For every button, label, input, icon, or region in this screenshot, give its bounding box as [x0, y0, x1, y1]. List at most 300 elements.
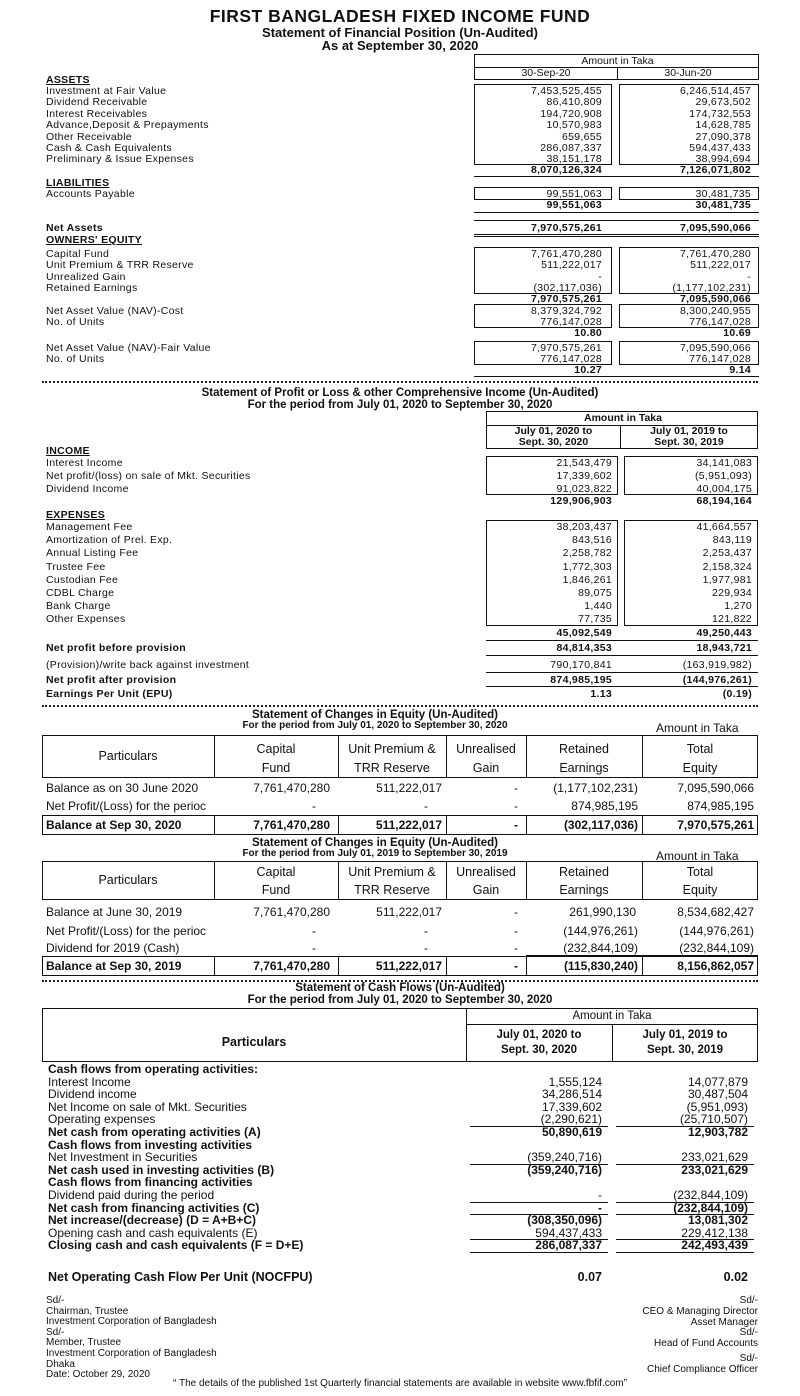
cf-row-label: Dividend paid during the period — [48, 1188, 215, 1202]
nav-cost-col2 — [619, 305, 751, 328]
expense-label: Trustee Fee — [46, 560, 106, 573]
cf-col1-line2: Sept. 30, 2020 — [500, 1044, 578, 1056]
eq1-r2-unit: - — [424, 799, 428, 813]
cf-row-value-2: (25,710,507) — [679, 1112, 748, 1127]
nocfpu-label: Net Operating Cash Flow Per Unit (NOCFPU) — [48, 1270, 313, 1284]
expense-value: 1,977,981 — [702, 573, 752, 586]
expense-label: Custodian Fee — [46, 573, 119, 586]
sig-right-line: Sd/- — [739, 1327, 758, 1339]
pl-col2-line1: July 01, 2019 to — [650, 425, 728, 437]
eq2-title: Statement of Changes in Equity (Un-Audited) — [252, 837, 498, 849]
provision-1: 790,170,841 — [550, 659, 612, 671]
expense-label: Amortization of Prel. Exp. — [46, 534, 173, 547]
equity-col2 — [619, 248, 751, 294]
npbp-2: 18,943,721 — [696, 642, 752, 654]
expense-value: 2,258,782 — [562, 547, 612, 560]
income-value: 17,339,602 — [556, 470, 612, 482]
eq2-h-unr-1: Unrealised — [456, 865, 516, 879]
eq2-h-unit-premium — [338, 863, 446, 899]
sig-right-line: Chief Compliance Officer — [647, 1363, 758, 1375]
sfp-date: As at September 30, 2020 — [321, 38, 479, 53]
asset-value: 594,437,433 — [689, 141, 751, 154]
epu-2: (0.19) — [722, 688, 752, 700]
eq2-h-capital-1: Capital — [256, 865, 296, 879]
sig-left-line: Sd/- — [46, 1326, 65, 1338]
eq2-r3-ret: (232,844,109) — [563, 941, 638, 955]
sfp-col2-header: 30-Jun-20 — [664, 67, 712, 79]
nocfpu-2: 0.02 — [723, 1270, 748, 1284]
nav-fair-label: Net Asset Value (NAV)-Fair Value — [46, 342, 211, 354]
eq2-h-tot-2: Equity — [682, 883, 718, 897]
asset-label: Dividend Receivable — [46, 96, 148, 109]
nav-cost-per-unit-1: 10.80 — [574, 327, 602, 339]
expense-value: 77,735 — [578, 613, 612, 626]
eq2-amount-label: Amount in Taka — [656, 849, 739, 863]
npbp-label: Net profit before provision — [46, 642, 186, 654]
cf-row-label: Net cash used in investing activities (B) — [48, 1162, 275, 1177]
fund-title: FIRST BANGLADESH FIXED INCOME FUND — [209, 6, 591, 26]
pl-period: For the period from July 01, 2020 to September 30, 2020 — [247, 399, 553, 411]
eq1-h-unit-1: Unit Premium & — [348, 742, 436, 756]
eq1-r1-total: 7,095,590,066 — [677, 781, 754, 795]
eq1-h-unit-2: TRR Reserve — [354, 761, 430, 775]
cf-row-value-2: 30,487,504 — [687, 1087, 748, 1102]
pl-column-header — [486, 411, 758, 449]
eq2-h-particulars: Particulars — [98, 873, 158, 887]
asset-value: 7,453,525,455 — [530, 85, 602, 97]
eq1-title: Statement of Changes in Equity (Un-Audited) — [252, 709, 498, 721]
eq1-h-tot-1: Total — [686, 742, 714, 756]
cf-row-label: Cash flows from operating activities: — [48, 1062, 259, 1076]
npap-label: Net profit after provision — [46, 674, 177, 686]
cf-row-label: Interest Income — [48, 1074, 131, 1089]
expense-label: CDBL Charge — [46, 587, 115, 600]
asset-value: 29,673,502 — [695, 96, 751, 109]
nav-fair-per-unit-2: 9.14 — [729, 364, 751, 376]
eq1-h-ret-1: Retained — [558, 742, 610, 756]
equity-total-1: 7,970,575,261 — [530, 293, 602, 305]
nav-fair-value: 776,147,028 — [689, 353, 751, 366]
eq1-r1-unit: 511,222,017 — [376, 781, 442, 795]
eq2-r1-total: 8,534,682,427 — [677, 905, 754, 919]
eq2-r2-capital: - — [312, 924, 316, 938]
footer-note: “ The details of the published 1st Quarterly financial statements are available in website www.fbfif.com” — [173, 1378, 627, 1389]
cf-row-value-2: 13,081,302 — [687, 1213, 748, 1228]
income-value: 34,141,083 — [696, 457, 752, 469]
expense-value: 121,822 — [711, 613, 752, 626]
nav-fair-value: 7,095,590,066 — [679, 342, 751, 354]
eq2-total-unit: 511,222,017 — [375, 959, 442, 973]
eq2-h-unrealised — [446, 863, 526, 899]
eq2-r2-unr: - — [514, 924, 518, 938]
equity-value: (1,177,102,231) — [672, 282, 751, 295]
assets-total-2: 7,126,071,802 — [679, 164, 751, 176]
cf-row-label: Operating expenses — [48, 1112, 156, 1127]
eq2-total-label: Balance at Sep 30, 2019 — [46, 959, 182, 973]
equity-value: - — [747, 270, 751, 283]
income-total-1: 129,906,903 — [550, 495, 612, 507]
eq1-h-capital — [214, 740, 338, 778]
nav-fair-per-unit-1: 10.27 — [574, 364, 602, 376]
income-col2 — [624, 457, 752, 496]
cf-row-label: Net Income on sale of Mkt. Securities — [48, 1099, 247, 1114]
expense-value: 41,664,557 — [696, 521, 752, 533]
equity-value: (302,117,036) — [533, 282, 602, 295]
pl-col2-line2: Sept. 30, 2019 — [654, 436, 724, 448]
expense-total-1: 45,092,549 — [556, 627, 612, 639]
eq2-h-capital-2: Fund — [261, 883, 291, 897]
asset-value: 194,720,908 — [540, 107, 602, 120]
sig-right-line: CEO & Managing Director — [642, 1305, 758, 1317]
nav-fair-col2 — [619, 342, 751, 365]
income-label: Net profit/(loss) on sale of Mkt. Securities — [46, 470, 251, 482]
eq1-r2-capital: - — [312, 799, 316, 813]
eq1-total-total: 7,970,575,261 — [677, 818, 754, 832]
eq1-r2-total: 874,985,195 — [687, 799, 754, 813]
equity-label: Capital Fund — [46, 248, 110, 260]
eq2-total-capital: 7,761,470,280 — [253, 959, 330, 973]
npbp-1: 84,814,353 — [556, 642, 612, 654]
expense-value: 2,253,437 — [702, 547, 752, 560]
cf-col1-line1: July 01, 2020 to — [496, 1029, 582, 1041]
provision-label: (Provision)/write back against investment — [46, 659, 250, 671]
sig-left-line: Sd/- — [46, 1295, 65, 1306]
expense-value: 1,270 — [724, 600, 752, 613]
expense-value: 843,516 — [571, 534, 612, 547]
cf-title: Statement of Cash Flows (Un-Audited) — [295, 982, 505, 994]
eq2-r3-label: Dividend for 2019 (Cash) — [46, 941, 180, 955]
sig-left-line: Date: October 29, 2020 — [46, 1369, 150, 1381]
cf-col2-header — [612, 1028, 758, 1058]
eq2-h-tot-1: Total — [686, 865, 714, 879]
cf-col1-header — [466, 1028, 612, 1058]
nav-fair-value: 776,147,028 — [540, 353, 602, 366]
eq2-total-ret: (115,830,240) — [563, 959, 638, 973]
eq2-h-total — [642, 863, 758, 899]
nav-fair-label: No. of Units — [46, 353, 105, 366]
eq1-h-capital-1: Capital — [256, 742, 296, 756]
nocfpu-1: 0.07 — [577, 1270, 602, 1284]
income-labels — [46, 457, 251, 496]
asset-value: 10,570,983 — [546, 119, 602, 132]
assets-col1 — [474, 85, 602, 165]
cf-row-label: Closing cash and cash equivalents (F = D+E) — [48, 1238, 304, 1253]
pl-col1-line1: July 01, 2020 to — [514, 425, 593, 437]
asset-value: 659,655 — [561, 130, 602, 143]
eq2-r3-unr: - — [514, 941, 518, 955]
eq2-h-ret-1: Retained — [558, 865, 610, 879]
cf-row-value-2: (232,844,109) — [673, 1200, 748, 1215]
equity-col1 — [474, 248, 602, 294]
income-value: 40,004,175 — [696, 483, 752, 495]
epu-label: Earnings Per Unit (EPU) — [46, 688, 173, 700]
cf-row-value-2: 233,021,629 — [681, 1150, 748, 1165]
cf-row-value-1: (359,240,716) — [527, 1150, 602, 1165]
eq1-h-capital-2: Fund — [261, 761, 291, 775]
cf-period: For the period from July 01, 2020 to September 30, 2020 — [247, 994, 553, 1006]
cf-row-value-1: - — [598, 1188, 602, 1202]
asset-value: 14,628,785 — [695, 119, 751, 132]
sfp-title: Statement of Financial Position (Un-Audited) — [262, 25, 538, 40]
cf-row-label: Dividend income — [48, 1087, 137, 1102]
eq2-r2-unit: - — [424, 924, 428, 938]
net-assets-2: 7,095,590,066 — [679, 222, 751, 234]
income-total-2: 68,194,164 — [696, 495, 752, 507]
eq1-total-unr: - — [514, 818, 518, 832]
asset-value: 86,410,809 — [546, 96, 602, 109]
section-divider — [42, 705, 758, 707]
pl-amount-label: Amount in Taka — [584, 412, 662, 424]
income-value: 21,543,479 — [556, 457, 612, 469]
eq2-h-unit-2: TRR Reserve — [354, 883, 430, 897]
sig-left-line: Member, Trustee — [46, 1337, 122, 1349]
eq2-r3-capital: - — [312, 941, 316, 955]
eq1-h-total — [642, 740, 758, 778]
eq1-total-label: Balance at Sep 30, 2020 — [46, 818, 182, 832]
cf-row-value-1: (2,290,621) — [540, 1112, 602, 1127]
asset-value: 6,246,514,457 — [679, 85, 751, 97]
cf-row-label: Opening cash and cash equivalents (E) — [48, 1225, 258, 1240]
expense-value: 89,075 — [578, 587, 612, 600]
asset-value: 38,994,694 — [695, 153, 751, 166]
eq2-r1-unit: 511,222,017 — [376, 905, 442, 919]
cf-row-value-1: (359,240,716) — [527, 1162, 602, 1177]
asset-label: Other Receivable — [46, 130, 132, 143]
cf-row-value-2: 12,903,782 — [687, 1125, 748, 1139]
cf-row-value-1: 34,286,514 — [541, 1087, 602, 1102]
nav-cost-label: No. of Units — [46, 316, 105, 329]
asset-value: 27,090,378 — [695, 130, 751, 143]
equity-total-2: 7,095,590,066 — [679, 293, 751, 305]
amount-in-taka-label: Amount in Taka — [581, 55, 654, 67]
equity-label: Unrealized Gain — [46, 270, 126, 283]
asset-value: 38,151,178 — [546, 153, 602, 166]
eq1-h-unrealised — [446, 740, 526, 778]
cf-row-value-2: 242,493,439 — [681, 1238, 748, 1253]
cf-row-value-1: 50,890,619 — [541, 1125, 602, 1139]
expenses-heading: EXPENSES — [46, 509, 106, 521]
eq2-r3-total: (232,844,109) — [679, 941, 754, 955]
accounts-payable-1: 99,551,063 — [546, 188, 602, 200]
eq1-r2-ret: 874,985,195 — [571, 799, 638, 813]
cf-row-value-1: - — [598, 1200, 602, 1215]
eq2-h-capital — [214, 863, 338, 899]
npap-1: 874,985,195 — [550, 674, 612, 686]
cf-row-label: Net cash from operating activities (A) — [48, 1125, 261, 1139]
expense-value: 38,203,437 — [556, 521, 612, 533]
eq1-h-unit-premium — [338, 740, 446, 778]
asset-value: 286,087,337 — [540, 141, 602, 154]
sig-right-line: Sd/- — [739, 1295, 758, 1306]
cf-row-value-2: 229,412,138 — [681, 1225, 748, 1240]
nav-cost-value: 8,379,324,792 — [530, 305, 602, 317]
cf-amount-label: Amount in Taka — [572, 1010, 652, 1022]
eq1-h-tot-2: Equity — [682, 761, 718, 775]
nav-cost-label: Net Asset Value (NAV)-Cost — [46, 305, 184, 317]
liabilities-total-1: 99,551,063 — [546, 199, 602, 211]
eq2-h-retained — [526, 863, 642, 899]
cf-rule — [470, 1252, 608, 1253]
nav-cost-value: 776,147,028 — [689, 316, 751, 329]
accounts-payable-2: 30,481,735 — [695, 188, 751, 200]
eq2-r1-capital: 7,761,470,280 — [253, 905, 330, 919]
eq2-period: For the period from July 01, 2019 to September 30, 2019 — [242, 848, 508, 859]
accounts-payable-label: Accounts Payable — [46, 188, 135, 200]
income-label: Interest Income — [46, 457, 123, 469]
equity-label: Unit Premium & TRR Reserve — [46, 259, 194, 272]
expense-value: 1,772,303 — [562, 560, 612, 573]
equity-value: 511,222,017 — [690, 259, 751, 272]
expense-value: 1,440 — [584, 600, 612, 613]
eq2-r1-ret: 261,990,130 — [569, 905, 636, 919]
eq1-r1-ret: (1,177,102,231) — [553, 781, 638, 795]
nav-cost-per-unit-2: 10.69 — [723, 327, 751, 339]
cf-rule — [616, 1252, 754, 1253]
liabilities-heading: LIABILITIES — [46, 177, 110, 189]
income-value: (5,951,093) — [694, 470, 752, 482]
income-value: 91,023,822 — [556, 483, 612, 495]
signatures-right — [500, 1296, 758, 1376]
cf-row-value-1: (308,350,096) — [527, 1213, 602, 1228]
expense-label: Annual Listing Fee — [46, 547, 139, 560]
eq1-h-ret-2: Earnings — [559, 761, 609, 775]
cf-row-value-2: 14,077,879 — [687, 1074, 748, 1089]
cf-row-label: Net Investment in Securities — [48, 1150, 198, 1165]
expense-value: 1,846,261 — [562, 573, 612, 586]
signatures-left — [46, 1296, 217, 1381]
asset-label: Investment at Fair Value — [46, 85, 167, 97]
cf-row-value-1: 1,555,124 — [548, 1074, 602, 1089]
expense-label: Other Expenses — [46, 613, 126, 626]
eq2-r2-label: Net Profit/(Loss) for the perioc — [46, 924, 207, 938]
eq2-r1-unr: - — [514, 905, 518, 919]
sig-left-line: Dhaka — [46, 1358, 75, 1370]
eq1-r1-label: Balance as on 30 June 2020 — [46, 781, 199, 795]
sig-right-line: Head of Fund Accounts — [654, 1338, 758, 1350]
eq1-r2-label: Net Profit/(Loss) for the perioc — [46, 799, 207, 813]
sig-left-line: Investment Corporation of Bangladesh — [46, 1347, 217, 1359]
equity-value: - — [598, 270, 602, 283]
eq1-r2-unr: - — [514, 799, 518, 813]
sig-left-line: Chairman, Trustee — [46, 1305, 129, 1317]
expense-label: Bank Charge — [46, 600, 111, 613]
eq2-h-unit-1: Unit Premium & — [348, 865, 436, 879]
nav-cost-labels — [46, 305, 184, 328]
epu-1: 1.13 — [590, 688, 612, 700]
cf-particulars-header: Particulars — [221, 1035, 287, 1049]
cf-row-value-1: 17,339,602 — [541, 1099, 602, 1114]
cf-row-label: Net cash from financing activities (C) — [48, 1200, 260, 1215]
cf-row-value-1: 286,087,337 — [535, 1238, 602, 1253]
pl-col1-line2: Sept. 30, 2020 — [518, 436, 589, 448]
asset-label: Advance,Deposit & Prepayments — [46, 119, 209, 132]
eq1-total-capital: 7,761,470,280 — [253, 818, 330, 832]
cf-row-value-2: (5,951,093) — [686, 1099, 748, 1114]
expense-labels — [46, 521, 172, 627]
cf-row-label: Cash flows from financing activities — [48, 1175, 253, 1190]
cf-row-value-2: 233,021,629 — [681, 1162, 748, 1177]
eq2-r2-ret: (144,976,261) — [563, 924, 638, 938]
cf-row-value-1: 594,437,433 — [535, 1225, 602, 1240]
cf-col2-line1: July 01, 2019 to — [642, 1029, 728, 1041]
provision-2: (163,919,982) — [682, 659, 752, 671]
expense-value: 843,119 — [712, 534, 752, 547]
eq1-r1-capital: 7,761,470,280 — [253, 781, 330, 795]
eq1-h-retained — [526, 740, 642, 778]
pl-title: Statement of Profit or Loss & other Comprehensive Income (Un-Audited) — [201, 387, 599, 399]
equity-labels — [46, 248, 194, 294]
eq2-r3-unit: - — [424, 941, 428, 955]
eq2-total-total: 8,156,862,057 — [677, 959, 754, 973]
asset-label: Preliminary & Issue Expenses — [46, 153, 194, 166]
equity-value: 7,761,470,280 — [530, 248, 602, 260]
assets-heading: ASSETS — [46, 74, 90, 86]
cf-col2-line2: Sept. 30, 2019 — [646, 1044, 724, 1056]
nav-cost-col1 — [474, 305, 602, 328]
nav-fair-value: 7,970,575,261 — [530, 342, 602, 354]
liabilities-total-2: 30,481,735 — [695, 199, 751, 211]
section-divider — [42, 381, 758, 383]
eq2-h-ret-2: Earnings — [559, 883, 609, 897]
net-assets-1: 7,970,575,261 — [530, 222, 602, 234]
income-col1 — [486, 457, 612, 496]
sfp-col1-header: 30-Sep-20 — [521, 67, 571, 79]
cf-row-label: Cash flows from investing activities — [48, 1137, 253, 1152]
asset-label: Cash & Cash Equivalents — [46, 141, 172, 154]
eq1-h-unr-1: Unrealised — [456, 742, 516, 756]
eq1-h-particulars: Particulars — [98, 749, 158, 763]
assets-labels — [46, 85, 209, 165]
equity-value: 7,761,470,280 — [679, 248, 751, 260]
expense-value: 229,934 — [711, 587, 752, 600]
expense-col2 — [624, 521, 752, 627]
eq1-h-unr-2: Gain — [472, 761, 500, 775]
net-assets-label: Net Assets — [46, 222, 103, 234]
eq1-total-unit: 511,222,017 — [375, 818, 442, 832]
owners-equity-heading: OWNERS' EQUITY — [46, 234, 142, 246]
cf-row-label: Net increase/(decrease) (D = A+B+C) — [48, 1213, 256, 1228]
assets-total-1: 8,070,126,324 — [530, 164, 602, 176]
income-label: Dividend Income — [46, 483, 129, 495]
assets-col2 — [619, 85, 751, 165]
sig-left-line: Investment Corporation of Bangladesh — [46, 1316, 217, 1328]
asset-value: 174,732,553 — [689, 107, 751, 120]
asset-label: Interest Receivables — [46, 107, 148, 120]
expense-value: 2,158,324 — [702, 560, 752, 573]
expense-label: Management Fee — [46, 521, 133, 533]
sig-right-line: Sd/- — [739, 1352, 758, 1364]
nav-cost-value: 8,300,240,955 — [679, 305, 751, 317]
eq1-amount-label: Amount in Taka — [656, 721, 739, 735]
nav-cost-value: 776,147,028 — [540, 316, 602, 329]
expense-total-2: 49,250,443 — [696, 627, 752, 639]
sig-right-line: Asset Manager — [690, 1316, 758, 1328]
eq2-r2-total: (144,976,261) — [679, 924, 754, 938]
sfp-column-header — [474, 54, 759, 80]
nav-fair-col1 — [474, 342, 602, 365]
eq1-total-ret: (302,117,036) — [563, 818, 638, 832]
eq2-total-unr: - — [514, 959, 518, 973]
eq1-r1-unr: - — [514, 781, 518, 795]
nav-fair-labels — [46, 342, 211, 365]
expense-col1 — [486, 521, 612, 627]
cf-row-value-2: (232,844,109) — [673, 1188, 748, 1202]
npap-2: (144,976,261) — [682, 674, 752, 686]
eq2-r1-label: Balance at June 30, 2019 — [46, 905, 183, 919]
eq2-h-unr-2: Gain — [472, 883, 500, 897]
equity-value: 511,222,017 — [541, 259, 602, 272]
income-heading: INCOME — [46, 445, 90, 457]
